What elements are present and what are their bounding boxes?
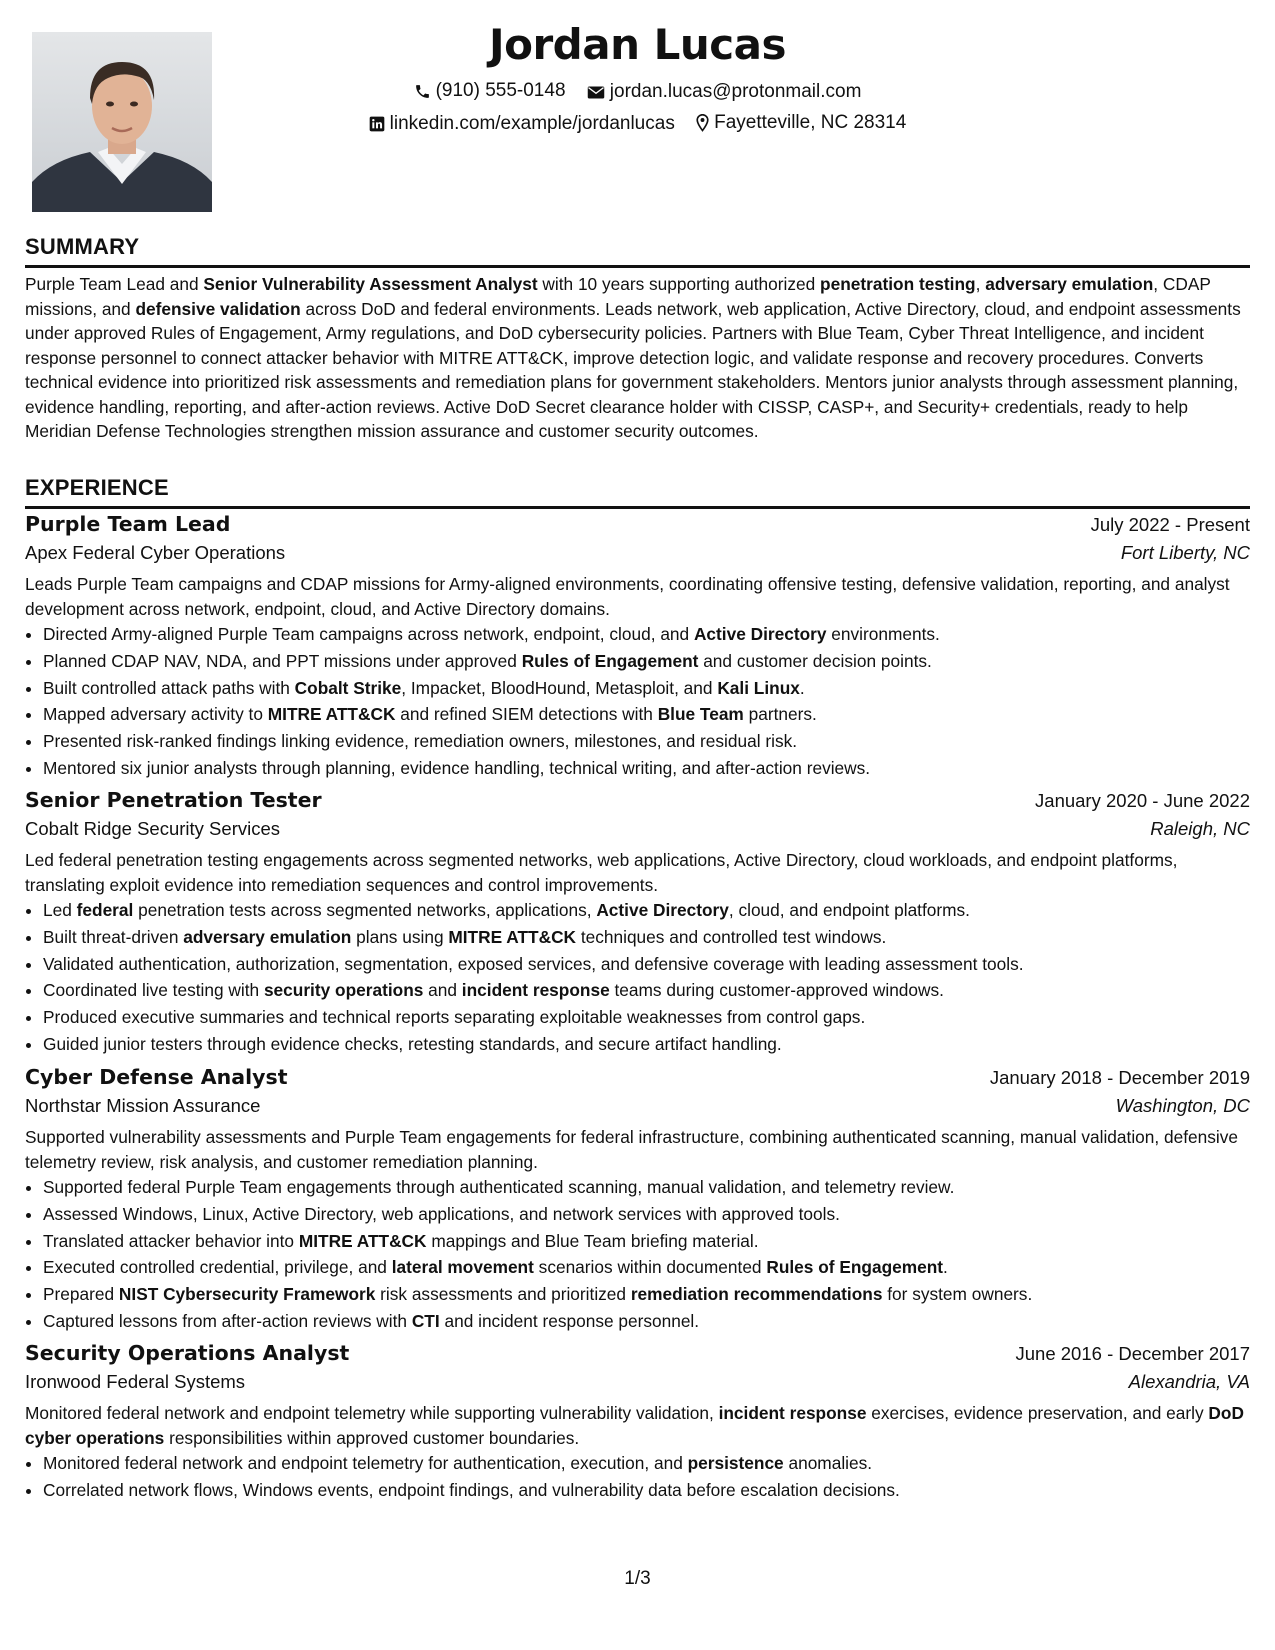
- job-company-row: [25, 818, 1250, 840]
- bullet-item: [43, 701, 1250, 728]
- text-run: Captured lessons from after-action reviews with: [43, 1310, 412, 1331]
- phone-contact[interactable]: [414, 80, 566, 102]
- job-summary: [25, 848, 1250, 897]
- job-bullets: [25, 1174, 1250, 1335]
- job-title-row: [25, 1065, 1250, 1089]
- summary-text: [25, 272, 1250, 444]
- job-title: Security Operations Analyst: [25, 1341, 350, 1365]
- bold-text: Rules of Engagement: [766, 1257, 944, 1278]
- bold-text: remediation recommendations: [630, 1284, 883, 1305]
- job-entry: [25, 512, 1250, 782]
- text-run: Correlated network flows, Windows events, endpoint findings, and vulnerability data before escalation decisions.: [43, 1479, 900, 1500]
- bold-text: MITRE ATT&CK: [298, 1230, 427, 1251]
- summary-section: [25, 234, 1250, 444]
- job-bullets: [25, 897, 1250, 1058]
- bold-text: defensive validation: [135, 298, 301, 319]
- text-run: Assessed Windows, Linux, Active Directory, web applications, and network services with approved tools.: [43, 1203, 840, 1224]
- job-summary: [25, 1401, 1250, 1450]
- text-run: Translated attacker behavior into: [43, 1230, 299, 1251]
- map-pin-icon: [696, 114, 709, 132]
- job-location: Washington, DC: [1115, 1095, 1250, 1116]
- text-run: Coordinated live testing with: [43, 980, 264, 1001]
- bold-text: federal: [76, 900, 134, 920]
- linkedin-text: linkedin.com/example/jordanlucas: [389, 113, 675, 134]
- bold-text: NIST Cybersecurity Framework: [118, 1284, 376, 1305]
- text-run: plans using: [351, 926, 449, 947]
- text-run: teams during customer-approved windows.: [609, 980, 944, 1001]
- phone-icon: [414, 83, 431, 100]
- linkedin-contact[interactable]: [369, 113, 675, 135]
- bold-text: adversary emulation: [183, 926, 352, 947]
- envelope-icon: [587, 85, 605, 100]
- job-company: Ironwood Federal Systems: [25, 1371, 246, 1392]
- bold-text: Blue Team: [657, 704, 744, 725]
- text-run: Directed Army-aligned Purple Team campaigns across network, endpoint, cloud, and: [43, 624, 694, 644]
- text-run: exercises, evidence preservation, and early: [866, 1403, 1209, 1423]
- page-number: 1/3: [624, 1568, 651, 1589]
- bullet-item: [43, 1174, 1250, 1201]
- bold-text: Cobalt Strike: [294, 677, 402, 698]
- job-company: Apex Federal Cyber Operations: [25, 542, 286, 563]
- job-bullets: [25, 621, 1250, 782]
- job-location: Fort Liberty, NC: [1120, 542, 1250, 563]
- bold-text: penetration testing: [820, 274, 976, 294]
- bold-text: adversary emulation: [985, 274, 1154, 294]
- bullet-item: [43, 1004, 1250, 1031]
- text-run: and refined SIEM detections with: [395, 704, 658, 725]
- text-run: for system owners.: [882, 1284, 1033, 1305]
- bullet-item: [43, 755, 1250, 782]
- text-run: .: [943, 1257, 948, 1278]
- location-contact: [696, 112, 906, 134]
- email-contact[interactable]: [587, 81, 862, 103]
- job-dates: June 2016 - December 2017: [1015, 1343, 1250, 1364]
- bold-text: incident response: [718, 1403, 867, 1423]
- job-title-row: [25, 788, 1250, 812]
- text-run: responsibilities within approved customer boundaries.: [164, 1427, 580, 1448]
- job-dates: January 2018 - December 2019: [989, 1067, 1250, 1088]
- text-run: Mentored six junior analysts through planning, evidence handling, technical writing, and after-action reviews.: [43, 757, 871, 778]
- text-run: Planned CDAP NAV, NDA, and PPT missions under approved: [43, 650, 522, 671]
- text-run: , CDAP missions, and: [25, 274, 1211, 319]
- job-title: Purple Team Lead: [25, 512, 231, 536]
- text-run: scenarios within documented: [533, 1257, 767, 1278]
- experience-section: [25, 475, 1250, 509]
- bullet-item: [43, 1281, 1250, 1308]
- contact-line-2: [0, 112, 1275, 138]
- text-run: and: [423, 980, 462, 1001]
- summary-heading: SUMMARY: [25, 234, 1250, 268]
- text-run: Validated authentication, authorization, segmentation, exposed services, and defensive coverage with leading assessment tools.: [43, 953, 1024, 974]
- job-summary: [25, 1125, 1250, 1174]
- bullet-item: [43, 1254, 1250, 1281]
- text-run: anomalies.: [783, 1453, 873, 1473]
- text-run: Built threat-driven: [43, 926, 184, 947]
- text-run: mappings and Blue Team briefing material.: [426, 1230, 759, 1251]
- text-run: and incident response personnel.: [439, 1310, 700, 1331]
- location-text: Fayetteville, NC 28314: [714, 112, 907, 133]
- text-run: Guided junior testers through evidence checks, retesting standards, and secure artifact handling.: [43, 1033, 782, 1054]
- text-run: , cloud, and endpoint platforms.: [728, 900, 970, 920]
- bullet-item: [43, 1477, 1250, 1504]
- job-location: Raleigh, NC: [1150, 818, 1250, 839]
- bold-text: Senior Vulnerability Assessment Analyst: [203, 274, 538, 294]
- text-run: and customer decision points.: [698, 650, 932, 671]
- job-company-row: [25, 1095, 1250, 1117]
- text-run: .: [799, 677, 805, 698]
- job-entry: [25, 1341, 1250, 1504]
- bullet-item: [43, 648, 1250, 675]
- bullet-item: [43, 1450, 1250, 1477]
- job-company-row: [25, 542, 1250, 564]
- job-summary: [25, 572, 1250, 621]
- text-run: with 10 years supporting authorized: [537, 274, 821, 294]
- job-dates: July 2022 - Present: [1090, 514, 1250, 535]
- job-bullets: [25, 1450, 1250, 1504]
- text-run: Presented risk-ranked findings linking evidence, remediation owners, milestones, and residual risk.: [43, 731, 798, 752]
- candidate-name: Jordan Lucas: [488, 20, 787, 69]
- bullet-item: [43, 897, 1250, 924]
- bullet-item: [43, 621, 1250, 648]
- text-run: environments.: [826, 624, 940, 644]
- bullet-item: [43, 1031, 1250, 1058]
- bold-text: Rules of Engagement: [521, 650, 699, 671]
- bold-text: MITRE ATT&CK: [448, 926, 577, 947]
- job-title-row: [25, 1341, 1250, 1365]
- text-run: Supported federal Purple Team engagements through authenticated scanning, manual validation, and telemetry review.: [43, 1177, 955, 1197]
- email-text: jordan.lucas@protonmail.com: [609, 81, 862, 102]
- text-run: techniques and controlled test windows.: [576, 926, 887, 947]
- linkedin-icon: [369, 116, 385, 132]
- bullet-item: [43, 1228, 1250, 1255]
- job-title-row: [25, 512, 1250, 536]
- text-run: Purple Team Lead and: [25, 274, 204, 294]
- bullet-item: [43, 977, 1250, 1004]
- text-run: Prepared: [43, 1284, 119, 1305]
- text-run: across DoD and federal environments. Leads network, web application, Active Directory, cloud, and endpoint assessments under approved Rules of Engagement, Army regulations, and DoD cybersecurity policies. Partners with Blue Team, Cyber Threat Intelligence, and incident response personnel to connect attacker behavior with MITRE ATT&CK, improve detection logic, and validate response and recovery procedures. Converts technical evidence into prioritized risk assessments and remediation plans for government stakeholders. Mentors junior analysts through assessment planning, evidence handling, reporting, and after-action reviews. Active DoD Secret clearance holder with CISSP, CASP+, and Security+ credentials, ready to help Meridian Defense Technologies strengthen mission assurance and customer security outcomes.: [25, 298, 1241, 441]
- bold-text: persistence: [687, 1453, 784, 1473]
- bullet-item: [43, 924, 1250, 951]
- text-run: Leads Purple Team campaigns and CDAP missions for Army-aligned environments, coordinating offensive testing, defensive validation, reporting, and analyst development across network, endpoint, cloud, and Active Directory domains.: [25, 574, 1230, 619]
- text-run: Produced executive summaries and technical reports separating exploitable weaknesses from control gaps.: [43, 1007, 866, 1028]
- job-company-row: [25, 1371, 1250, 1393]
- contact-line-1: [0, 80, 1275, 106]
- bold-text: MITRE ATT&CK: [267, 704, 396, 725]
- bold-text: incident response: [461, 980, 610, 1001]
- job-entry: [25, 788, 1250, 1058]
- text-run: , Impacket, BloodHound, Metasploit, and: [401, 677, 718, 698]
- text-run: penetration tests across segmented networks, applications,: [133, 900, 597, 920]
- text-run: Led federal penetration testing engagements across segmented networks, web applications, Active Directory, cloud workloads, and endpoint platforms, translating exploit evidence into remediation sequences and control improvements.: [25, 850, 1178, 895]
- text-run: Executed controlled credential, privilege, and: [43, 1257, 392, 1278]
- bold-text: Kali Linux: [717, 677, 800, 698]
- text-run: Supported vulnerability assessments and Purple Team engagements for federal infrastructure, combining authenticated scanning, manual validation, defensive telemetry review, risk analysis, and customer remediation planning.: [25, 1127, 1238, 1172]
- job-entry: [25, 1065, 1250, 1335]
- job-dates: January 2020 - June 2022: [1035, 790, 1250, 811]
- bullet-item: [43, 951, 1250, 978]
- text-run: Led: [43, 900, 77, 920]
- text-run: ,: [975, 274, 986, 294]
- text-run: Built controlled attack paths with: [43, 677, 295, 698]
- job-company: Northstar Mission Assurance: [25, 1095, 261, 1116]
- bold-text: DoD cyber operations: [25, 1403, 1244, 1448]
- experience-heading: EXPERIENCE: [25, 475, 1250, 509]
- bullet-item: [43, 728, 1250, 755]
- text-run: Monitored federal network and endpoint telemetry for authentication, execution, and: [43, 1453, 688, 1473]
- text-run: risk assessments and prioritized: [375, 1284, 631, 1305]
- job-title: Senior Penetration Tester: [25, 788, 322, 812]
- bold-text: security operations: [263, 980, 424, 1001]
- bold-text: CTI: [411, 1310, 440, 1331]
- text-run: Monitored federal network and endpoint telemetry while supporting vulnerability validation,: [25, 1403, 719, 1423]
- phone-text: (910) 555-0148: [435, 80, 566, 101]
- text-run: partners.: [743, 704, 817, 725]
- text-run: Mapped adversary activity to: [43, 704, 268, 725]
- job-title: Cyber Defense Analyst: [25, 1065, 288, 1089]
- job-company: Cobalt Ridge Security Services: [25, 818, 280, 839]
- bold-text: Active Directory: [693, 624, 827, 644]
- bold-text: Active Directory: [596, 900, 729, 920]
- bullet-item: [43, 675, 1250, 702]
- bullet-item: [43, 1308, 1250, 1335]
- job-location: Alexandria, VA: [1128, 1371, 1250, 1392]
- bold-text: lateral movement: [391, 1257, 534, 1278]
- bullet-item: [43, 1201, 1250, 1228]
